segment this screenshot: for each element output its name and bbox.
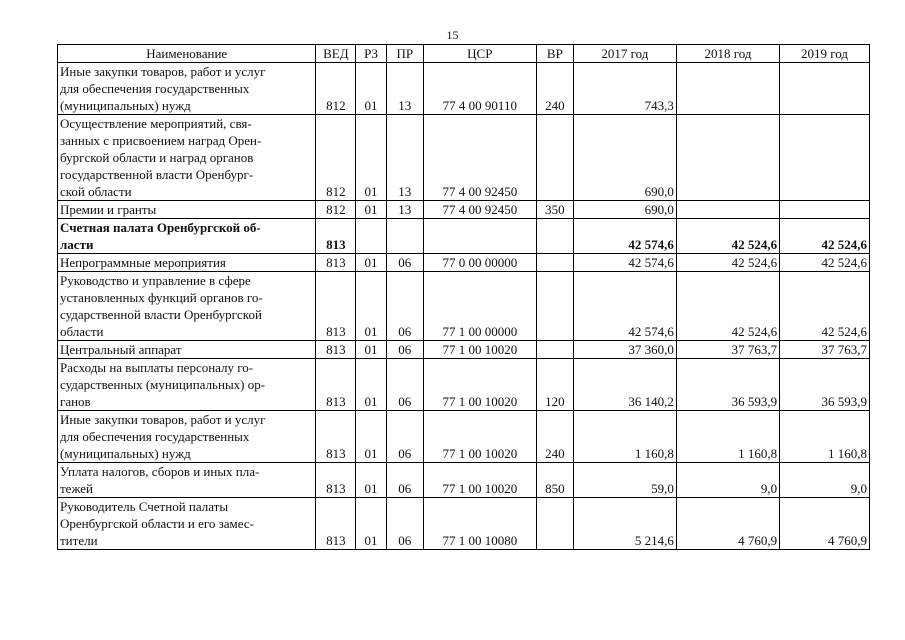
amount-2017-cell: 5 214,6 bbox=[573, 498, 676, 550]
table-header-row bbox=[58, 45, 870, 63]
name-line: занных с присвоением наград Орен- bbox=[60, 133, 262, 148]
pr-cell: 06 bbox=[386, 341, 423, 359]
amount-2017-cell: 690,0 bbox=[573, 115, 676, 201]
amount-2017-cell: 37 360,0 bbox=[573, 341, 676, 359]
table-row bbox=[58, 411, 870, 463]
ved-cell: 813 bbox=[316, 359, 356, 411]
ved-cell: 813 bbox=[316, 219, 356, 254]
csr-cell: 77 4 00 90110 bbox=[423, 63, 536, 115]
row-name-cell bbox=[58, 201, 316, 219]
amount-2018-cell: 4 760,9 bbox=[676, 498, 779, 550]
vr-cell bbox=[537, 115, 574, 201]
table-row bbox=[58, 341, 870, 359]
csr-cell: 77 1 00 10020 bbox=[423, 411, 536, 463]
name-line: Осуществление мероприятий, свя- bbox=[60, 116, 252, 131]
ved-cell: 813 bbox=[316, 254, 356, 272]
amount-2017-cell: 36 140,2 bbox=[573, 359, 676, 411]
rz-cell: 01 bbox=[356, 115, 387, 201]
header-2017: 2017 год bbox=[573, 45, 676, 63]
amount-2018-cell: 36 593,9 bbox=[676, 359, 779, 411]
name-line: сударственных (муниципальных) ор- bbox=[60, 377, 266, 392]
amount-2019-cell: 37 763,7 bbox=[780, 341, 870, 359]
vr-cell bbox=[537, 219, 574, 254]
name-line: сударственной власти Оренбургской bbox=[60, 307, 262, 322]
vr-cell: 240 bbox=[537, 63, 574, 115]
table-row bbox=[58, 498, 870, 550]
ved-cell: 813 bbox=[316, 341, 356, 359]
header-ved: ВЕД bbox=[316, 45, 356, 63]
amount-2017-cell: 59,0 bbox=[573, 463, 676, 498]
rz-cell: 01 bbox=[356, 498, 387, 550]
amount-2019-cell bbox=[780, 201, 870, 219]
rz-cell: 01 bbox=[356, 341, 387, 359]
ved-cell: 812 bbox=[316, 63, 356, 115]
name-line: Центральный аппарат bbox=[60, 342, 182, 357]
pr-cell: 06 bbox=[386, 359, 423, 411]
ved-cell: 812 bbox=[316, 115, 356, 201]
amount-2018-cell: 42 524,6 bbox=[676, 254, 779, 272]
table-row bbox=[58, 219, 870, 254]
row-name-cell bbox=[58, 463, 316, 498]
amount-2017-cell: 690,0 bbox=[573, 201, 676, 219]
rz-cell: 01 bbox=[356, 272, 387, 341]
name-line: Иные закупки товаров, работ и услуг bbox=[60, 64, 266, 79]
row-name-cell bbox=[58, 411, 316, 463]
table-row bbox=[58, 359, 870, 411]
vr-cell bbox=[537, 272, 574, 341]
name-line: Премии и гранты bbox=[60, 202, 157, 217]
row-name-cell bbox=[58, 115, 316, 201]
pr-cell bbox=[386, 219, 423, 254]
amount-2017-cell: 1 160,8 bbox=[573, 411, 676, 463]
vr-cell: 240 bbox=[537, 411, 574, 463]
csr-cell: 77 1 00 00000 bbox=[423, 272, 536, 341]
amount-2018-cell bbox=[676, 115, 779, 201]
header-vr: ВР bbox=[537, 45, 574, 63]
amount-2018-cell: 42 524,6 bbox=[676, 272, 779, 341]
name-line: Счетная палата Оренбургской об- bbox=[60, 220, 261, 235]
amount-2018-cell: 42 524,6 bbox=[676, 219, 779, 254]
pr-cell: 06 bbox=[386, 498, 423, 550]
csr-cell: 77 1 00 10020 bbox=[423, 463, 536, 498]
name-line: Руководитель Счетной палаты bbox=[60, 499, 229, 514]
name-line: области bbox=[60, 324, 104, 339]
vr-cell bbox=[537, 254, 574, 272]
pr-cell: 13 bbox=[386, 63, 423, 115]
rz-cell: 01 bbox=[356, 359, 387, 411]
table-row bbox=[58, 254, 870, 272]
amount-2018-cell bbox=[676, 63, 779, 115]
name-line: бургской области и наград органов bbox=[60, 150, 254, 165]
amount-2019-cell: 1 160,8 bbox=[780, 411, 870, 463]
amount-2017-cell: 42 574,6 bbox=[573, 254, 676, 272]
name-line: Расходы на выплаты персоналу го- bbox=[60, 360, 254, 375]
name-line: ганов bbox=[60, 394, 91, 409]
row-name-cell bbox=[58, 254, 316, 272]
row-name-cell bbox=[58, 63, 316, 115]
row-name-cell bbox=[58, 341, 316, 359]
csr-cell: 77 4 00 92450 bbox=[423, 201, 536, 219]
table-row bbox=[58, 115, 870, 201]
name-line: Непрограммные мероприятия bbox=[60, 255, 226, 270]
table-row bbox=[58, 463, 870, 498]
vr-cell bbox=[537, 341, 574, 359]
pr-cell: 13 bbox=[386, 201, 423, 219]
rz-cell: 01 bbox=[356, 63, 387, 115]
rz-cell: 01 bbox=[356, 201, 387, 219]
amount-2019-cell: 36 593,9 bbox=[780, 359, 870, 411]
amount-2017-cell: 743,3 bbox=[573, 63, 676, 115]
amount-2018-cell: 9,0 bbox=[676, 463, 779, 498]
pr-cell: 06 bbox=[386, 272, 423, 341]
name-line: Руководство и управление в сфере bbox=[60, 273, 251, 288]
ved-cell: 813 bbox=[316, 411, 356, 463]
rz-cell: 01 bbox=[356, 254, 387, 272]
name-line: тежей bbox=[60, 481, 93, 496]
vr-cell: 120 bbox=[537, 359, 574, 411]
rz-cell: 01 bbox=[356, 411, 387, 463]
header-2019: 2019 год bbox=[780, 45, 870, 63]
rz-cell bbox=[356, 219, 387, 254]
pr-cell: 06 bbox=[386, 411, 423, 463]
header-rz: РЗ bbox=[356, 45, 387, 63]
pr-cell: 06 bbox=[386, 463, 423, 498]
vr-cell: 850 bbox=[537, 463, 574, 498]
csr-cell: 77 0 00 00000 bbox=[423, 254, 536, 272]
amount-2019-cell: 42 524,6 bbox=[780, 219, 870, 254]
vr-cell: 350 bbox=[537, 201, 574, 219]
name-line: для обеспечения государственных bbox=[60, 81, 250, 96]
header-2018: 2018 год bbox=[676, 45, 779, 63]
row-name-cell bbox=[58, 272, 316, 341]
name-line: Иные закупки товаров, работ и услуг bbox=[60, 412, 266, 427]
row-name-cell bbox=[58, 219, 316, 254]
amount-2017-cell: 42 574,6 bbox=[573, 272, 676, 341]
header-name: Наименование bbox=[58, 45, 316, 63]
amount-2019-cell: 42 524,6 bbox=[780, 272, 870, 341]
name-line: тители bbox=[60, 533, 98, 548]
ved-cell: 813 bbox=[316, 498, 356, 550]
table-row bbox=[58, 272, 870, 341]
header-csr: ЦСР bbox=[423, 45, 536, 63]
name-line: (муниципальных) нужд bbox=[60, 446, 191, 461]
ved-cell: 812 bbox=[316, 201, 356, 219]
ved-cell: 813 bbox=[316, 272, 356, 341]
row-name-cell bbox=[58, 359, 316, 411]
csr-cell: 77 1 00 10020 bbox=[423, 359, 536, 411]
name-line: установленных функций органов го- bbox=[60, 290, 263, 305]
name-line: (муниципальных) нужд bbox=[60, 98, 191, 113]
amount-2019-cell: 42 524,6 bbox=[780, 254, 870, 272]
csr-cell: 77 1 00 10080 bbox=[423, 498, 536, 550]
budget-table bbox=[57, 44, 870, 550]
ved-cell: 813 bbox=[316, 463, 356, 498]
amount-2019-cell: 9,0 bbox=[780, 463, 870, 498]
amount-2018-cell: 37 763,7 bbox=[676, 341, 779, 359]
amount-2018-cell bbox=[676, 201, 779, 219]
name-line: Уплата налогов, сборов и иных пла- bbox=[60, 464, 260, 479]
csr-cell: 77 4 00 92450 bbox=[423, 115, 536, 201]
name-line: ской области bbox=[60, 184, 132, 199]
pr-cell: 13 bbox=[386, 115, 423, 201]
amount-2019-cell: 4 760,9 bbox=[780, 498, 870, 550]
name-line: государственной власти Оренбург- bbox=[60, 167, 254, 182]
header-pr: ПР bbox=[386, 45, 423, 63]
page-number: 15 bbox=[446, 28, 459, 42]
name-line: ласти bbox=[60, 237, 94, 252]
amount-2018-cell: 1 160,8 bbox=[676, 411, 779, 463]
pr-cell: 06 bbox=[386, 254, 423, 272]
table-row bbox=[58, 63, 870, 115]
csr-cell: 77 1 00 10020 bbox=[423, 341, 536, 359]
name-line: Оренбургской области и его замес- bbox=[60, 516, 254, 531]
amount-2019-cell bbox=[780, 63, 870, 115]
csr-cell bbox=[423, 219, 536, 254]
vr-cell bbox=[537, 498, 574, 550]
table-row bbox=[58, 201, 870, 219]
name-line: для обеспечения государственных bbox=[60, 429, 250, 444]
amount-2017-cell: 42 574,6 bbox=[573, 219, 676, 254]
rz-cell: 01 bbox=[356, 463, 387, 498]
amount-2019-cell bbox=[780, 115, 870, 201]
row-name-cell bbox=[58, 498, 316, 550]
table-body bbox=[58, 63, 870, 550]
